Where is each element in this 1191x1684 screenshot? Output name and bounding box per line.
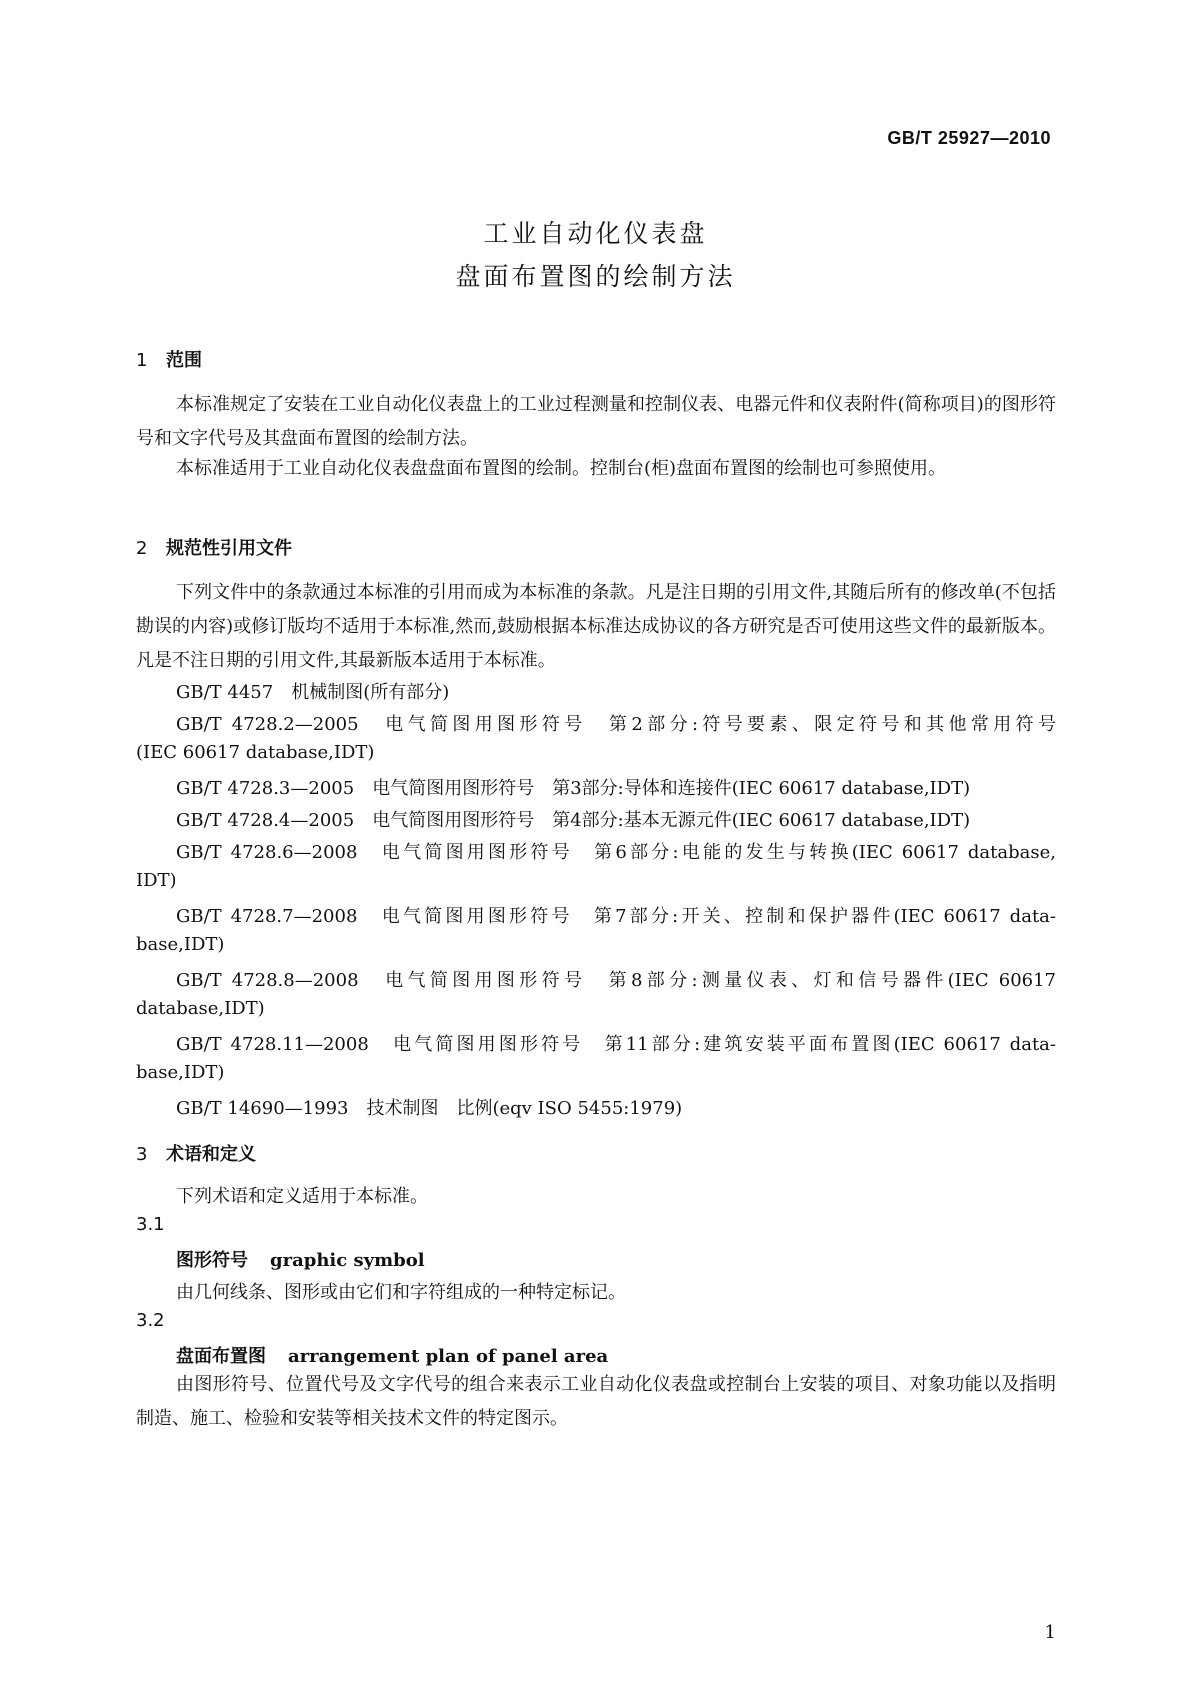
section-title: 规范性引用文件 xyxy=(166,538,292,559)
term-3-1-number: 3.1 xyxy=(136,1214,165,1235)
ref-gbt4457: GB/T 4457 机械制图(所有部分) xyxy=(176,682,450,703)
term-3-2 xyxy=(176,1342,608,1368)
ref-gbt4728-7-cont: base,IDT) xyxy=(136,934,225,955)
ref-gbt4728-11: GB/T 4728.11—2008 电气简图用图形符号 第11部分:建筑安装平面布置图(IEC 60617 data- xyxy=(176,1034,1056,1055)
ref-gbt4728-6-cont: IDT) xyxy=(136,870,177,891)
term-zh: 盘面布置图 xyxy=(176,1346,266,1367)
section-title: 范围 xyxy=(166,350,202,371)
ref-gbt14690: GB/T 14690—1993 技术制图 比例(eqv ISO 5455:1979) xyxy=(176,1098,683,1119)
section-2-para-1: 下列文件中的条款通过本标准的引用而成为本标准的条款。凡是注日期的引用文件,其随后所有的修改单(不包括勘误的内容)或修订版均不适用于本标准,然而,鼓励根据本标准达成协议的各方研究是否可使用这些文件的最新版本。凡是不注日期的引用文件,其最新版本适用于本标准。 xyxy=(136,582,1056,671)
ref-gbt4728-11-cont: base,IDT) xyxy=(136,1062,225,1083)
section-number: 2 xyxy=(136,538,148,559)
section-1-heading xyxy=(136,346,202,372)
section-title: 术语和定义 xyxy=(166,1144,256,1165)
section-number: 1 xyxy=(136,350,148,371)
section-1-para-1: 本标准规定了安装在工业自动化仪表盘上的工业过程测量和控制仪表、电器元件和仪表附件(简称项目)的图形符号和文字代号及其盘面布置图的绘制方法。 xyxy=(136,394,1056,449)
term-3-2-number: 3.2 xyxy=(136,1310,165,1331)
term-3-2-definition: 由图形符号、位置代号及文字代号的组合来表示工业自动化仪表盘或控制台上安装的项目、对象功能以及指明制造、施工、检验和安装等相关技术文件的特定图示。 xyxy=(136,1374,1056,1429)
ref-gbt4728-6: GB/T 4728.6—2008 电气简图用图形符号 第6部分:电能的发生与转换(IEC 60617 database, xyxy=(176,842,1056,863)
title-line-1: 工业自动化仪表盘 xyxy=(483,219,708,248)
section-2-heading xyxy=(136,534,292,560)
term-zh: 图形符号 xyxy=(176,1250,248,1271)
ref-gbt4728-2-cont: (IEC 60617 database,IDT) xyxy=(136,742,375,763)
term-3-1-definition: 由几何线条、图形或由它们和字符组成的一种特定标记。 xyxy=(176,1282,626,1303)
ref-gbt4728-8: GB/T 4728.8—2008 电气简图用图形符号 第8部分:测量仪表、灯和信号器件(IEC 60617 xyxy=(176,970,1056,991)
section-number: 3 xyxy=(136,1144,148,1165)
ref-gbt4728-2: GB/T 4728.2—2005 电气简图用图形符号 第2部分:符号要素、限定符号和其他常用符号 xyxy=(176,714,1056,735)
title-line-2: 盘面布置图的绘制方法 xyxy=(455,262,736,291)
section-3-heading xyxy=(136,1140,256,1166)
section-3-intro: 下列术语和定义适用于本标准。 xyxy=(176,1186,428,1207)
section-1-para-2: 本标准适用于工业自动化仪表盘盘面布置图的绘制。控制台(柜)盘面布置图的绘制也可参照使用。 xyxy=(176,458,947,479)
ref-gbt4728-8-cont: database,IDT) xyxy=(136,998,265,1019)
ref-gbt4728-3: GB/T 4728.3—2005 电气简图用图形符号 第3部分:导体和连接件(IEC 60617 database,IDT) xyxy=(176,778,971,799)
standard-code: GB/T 25927—2010 xyxy=(887,128,1051,148)
ref-gbt4728-4: GB/T 4728.4—2005 电气简图用图形符号 第4部分:基本无源元件(IEC 60617 database,IDT) xyxy=(176,810,971,831)
term-3-1 xyxy=(176,1246,425,1272)
term-en: graphic symbol xyxy=(270,1250,425,1271)
page-number: 1 xyxy=(1044,1622,1056,1643)
ref-gbt4728-7: GB/T 4728.7—2008 电气简图用图形符号 第7部分:开关、控制和保护器件(IEC 60617 data- xyxy=(176,906,1056,927)
term-en: arrangement plan of panel area xyxy=(288,1346,609,1367)
